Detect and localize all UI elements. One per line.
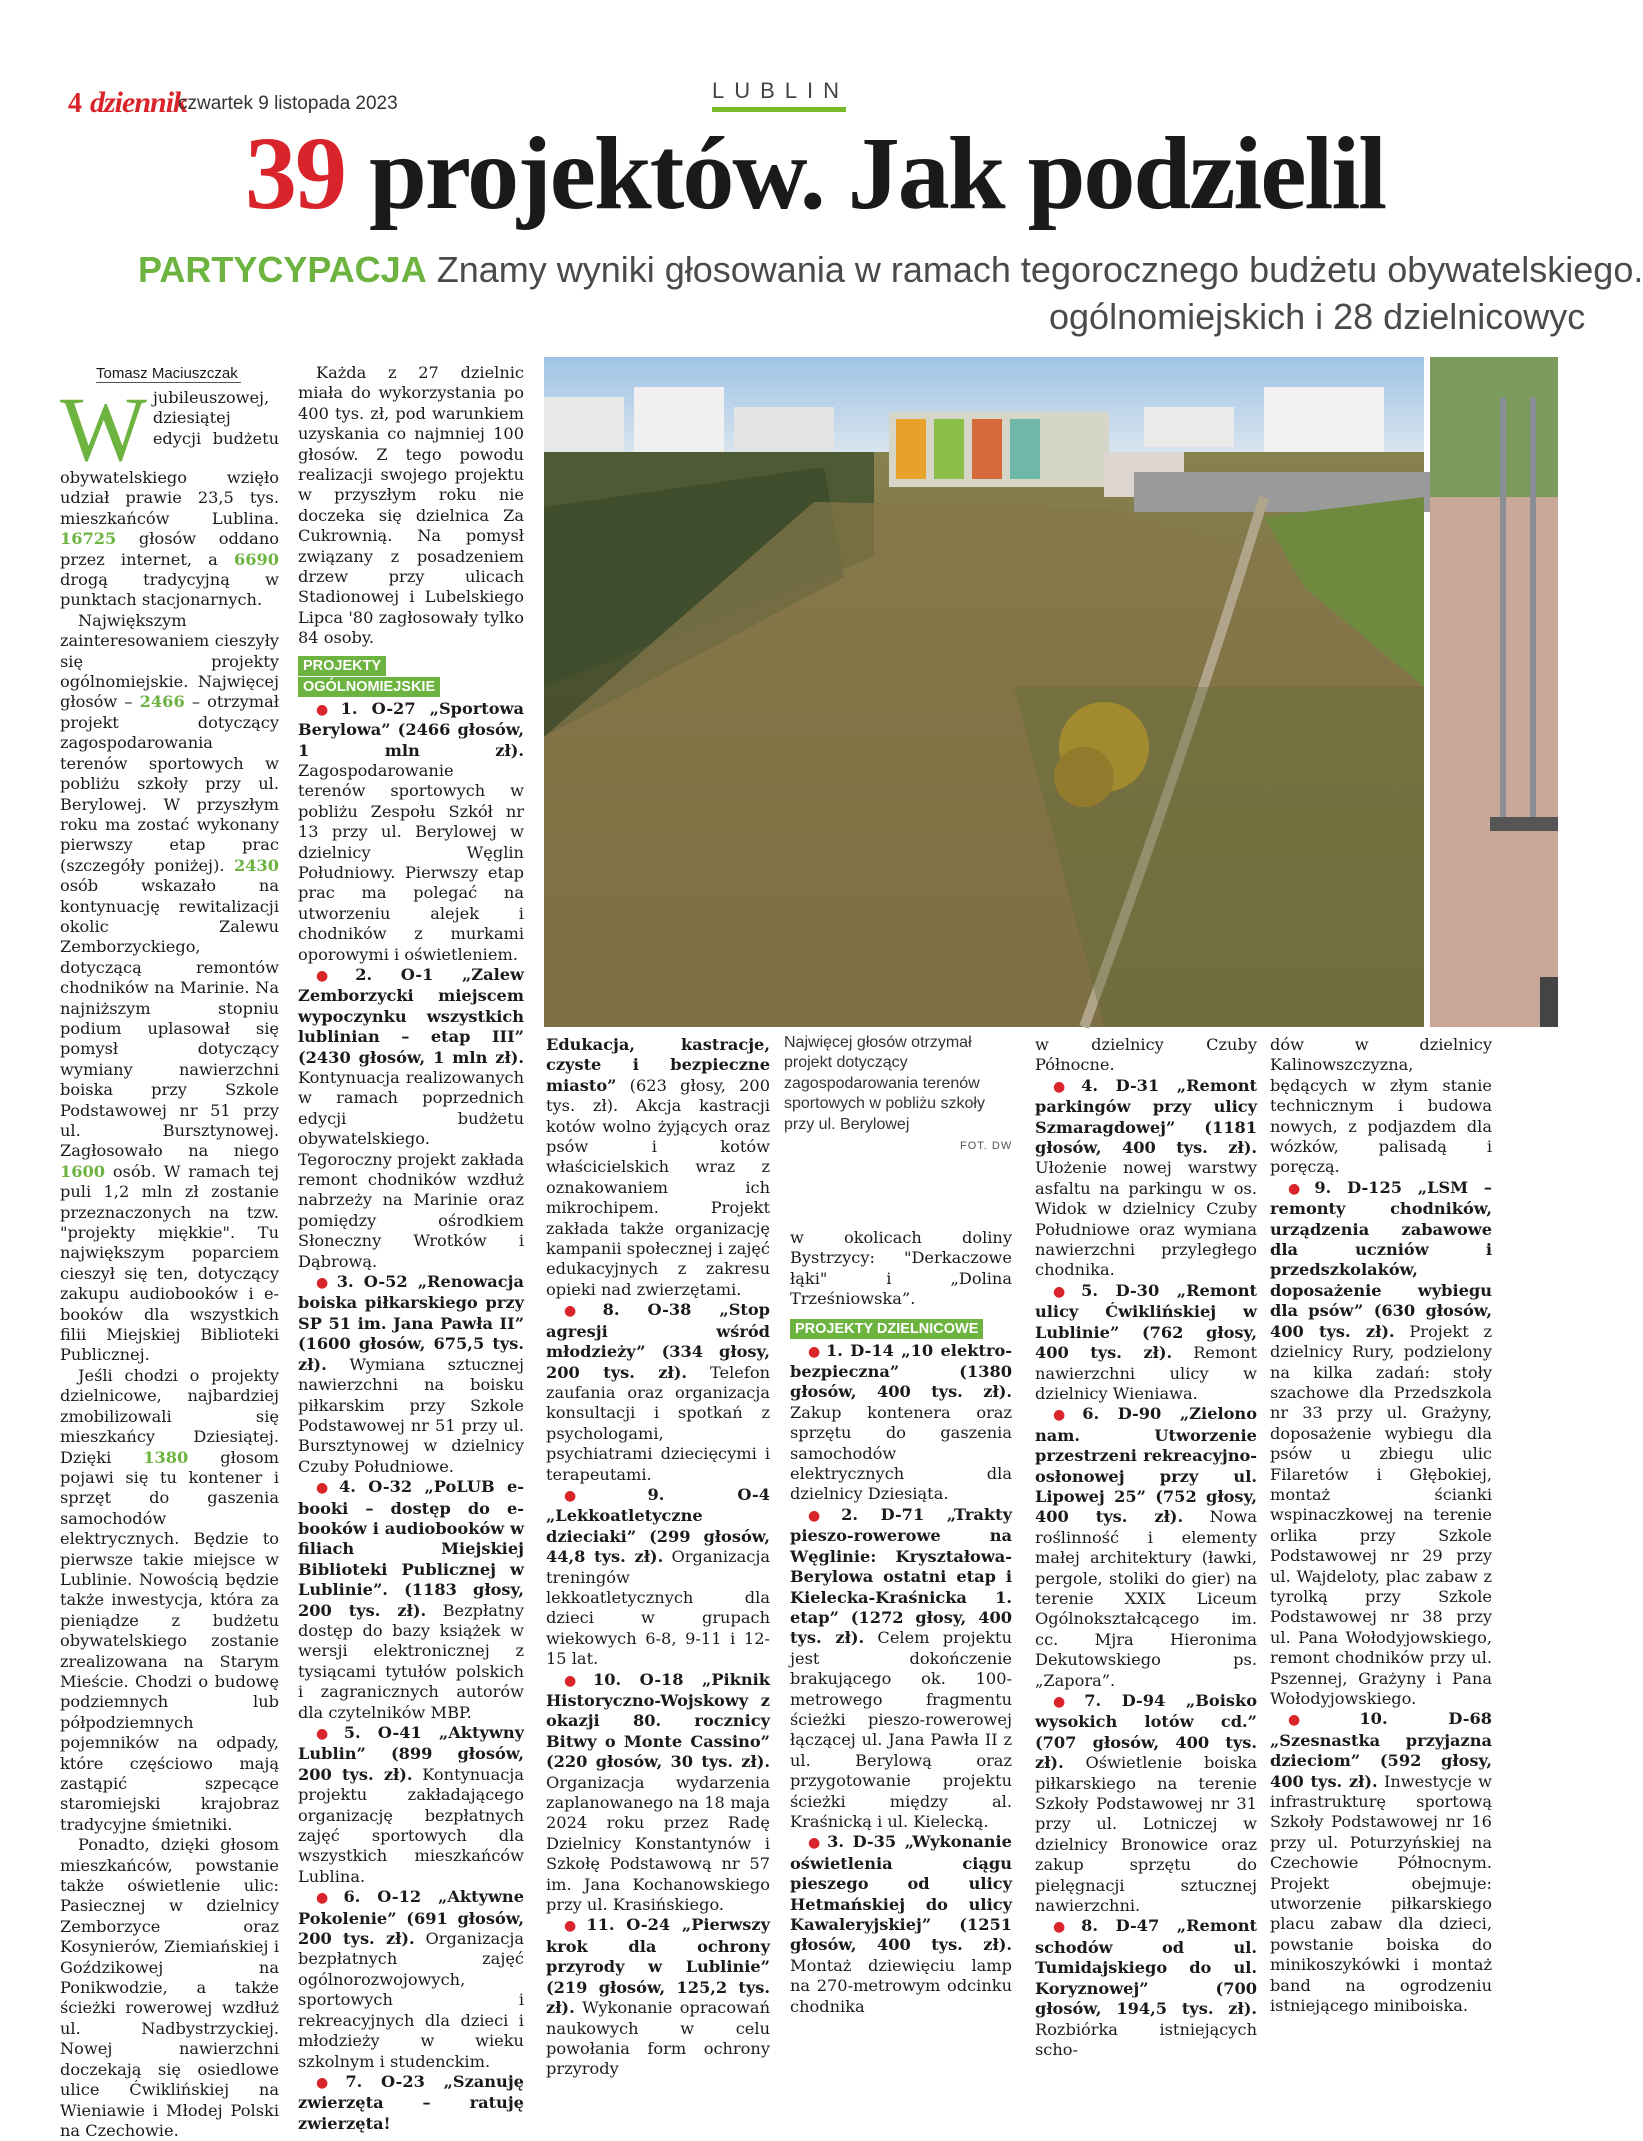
project-item bbox=[546, 1035, 770, 1300]
headline-text: projektów. Jak podzielil bbox=[345, 116, 1386, 231]
item-text: Nowa roślinność i elementy małej architektury (ławki, pergole, stoliki do gier) na terenie XXIX Liceum Ogólnokształcącego im. cc. Mjra Hieronima Dekutowskiego ps. „Zapora”. bbox=[1035, 1507, 1257, 1690]
project-item bbox=[546, 1915, 770, 2079]
section-tag: PROJEKTY DZIELNICOWE bbox=[790, 1319, 983, 1339]
item-text: Zakup kontenera oraz sprzętu do gaszenia samochodów elektrycznych dla dzielnicy Dziesiąta. bbox=[790, 1402, 1012, 1504]
author-byline: Tomasz Maciuszczak bbox=[96, 365, 241, 383]
bullet-icon: ● bbox=[1288, 1712, 1356, 1729]
project-item bbox=[1035, 1404, 1257, 1691]
item-title: 11. O-24 „Pierwszy krok dla ochrony przyrody w Lublinie” (219 głosów, 125,2 tys. zł). bbox=[546, 1915, 771, 2018]
project-item bbox=[298, 1887, 524, 2072]
item-title: 3. O-52 „Renowacja boiska piłkarskiego przy SP 51 im. Jana Pawła II” (1600 głosów, 675,5 tys. zł). bbox=[298, 1272, 524, 1374]
project-item bbox=[298, 1272, 524, 1477]
project-item bbox=[790, 1341, 1012, 1505]
stat-number: 2466 bbox=[139, 692, 185, 712]
text-run: Największym zainteresowaniem cieszyły się projekty ogólnomiejskie. Najwięcej głosów – bbox=[60, 610, 279, 712]
item-text: Projekt z dzielnicy Rury, podzielony na kilka zadań: stoły szachowe dla Przedszkola nr 33 przy ul. Grażyny, doposażenie wybiegu dla psów u zbiegu ulic Filaretów i Głębokiej, montaż ścianki wspinaczkowej na terenie orlika przy Szkole Podstawowej nr 29 przy ul. Wajdeloty, plac zabaw z tyrolką przy Szkole Podstawowej nr 38 przy ul. Pana Wołodyjowskiego, remont chodników przy ul. Pszennej, Grażyny i Pana Wołodyjowskiego. bbox=[1270, 1321, 1492, 1708]
column-3 bbox=[546, 1035, 771, 2079]
project-item bbox=[298, 965, 524, 1272]
item-title: 2. D-71 „Trakty pieszo-rowerowe na Węglinie: Kryształowa-Berylowa ostatni etap i Kielecka-Kraśnicka 1. etap” (1272 głosy, 400 tys. zł). bbox=[790, 1504, 1012, 1648]
bullet-icon: ● bbox=[564, 1918, 583, 1935]
bullet-icon: ● bbox=[316, 1890, 340, 1907]
item-text: Telefon zaufania oraz organizacja konsultacji i spotkań z psychologami, psychiatrami dziecięcymi i terapeutami. bbox=[546, 1362, 770, 1484]
headline-number: 39 bbox=[245, 116, 345, 231]
project-item bbox=[298, 2072, 524, 2134]
paragraph: Ponadto, dzięki głosom mieszkańców, powstanie także oświetlenie ulic: Pasiecznej w dzielnicy Zemborzyce oraz Kosynierów, Ziemiańskiej i Goździkowej na Ponikwodzie, a także ścieżki rowerowej wzdłuż ul. Nadbystrzyckiej. Nowej nawierzchni doczekają się osiedlowe ulice Ćwiklińskiej na Wieniawie i Młodej Polski na Czechowie. bbox=[60, 1835, 279, 2140]
bullet-icon: ● bbox=[564, 1487, 644, 1504]
item-text: Organizacja bezpłatnych zajęć ogólnorozwojowych, sportowych i rekreacyjnych dla dzieci i młodzieży w wieku szkolnym i studenckim. bbox=[298, 1929, 524, 2071]
project-item bbox=[1270, 1178, 1492, 1710]
column-2 bbox=[298, 363, 525, 2133]
text-run: drogą tradycyjną w punktach stacjonarnych. bbox=[60, 570, 279, 610]
text-run: jubileuszowej, dziesiątej edycji budżetu obywatelskiego wzięło udział prawie 23,5 tys. mieszkańców Lublina. bbox=[60, 388, 279, 528]
bullet-icon: ● bbox=[1053, 1283, 1078, 1300]
project-item bbox=[790, 1832, 1012, 2017]
bullet-icon: ● bbox=[316, 1275, 333, 1292]
project-item bbox=[298, 1723, 524, 1887]
item-title: 8. O-38 „Stop agresji wśród młodzieży” (334 głosy, 200 tys. zł). bbox=[546, 1300, 770, 1382]
bullet-icon: ● bbox=[1053, 1919, 1078, 1936]
item-title: 1. O-27 „Sportowa Berylowa” (2466 głosów, 1 mln zł). bbox=[298, 698, 525, 760]
item-text: Oświetlenie boiska piłkarskiego na terenie Szkoły Podstawowej nr 31 przy ul. Lotniczej w dzielnicy Bronowice oraz zakup sprzętu do pielęgnacji sztucznej nawierzchni. bbox=[1035, 1753, 1257, 1916]
text-run: osób wskazało na kontynuację rewitalizacji okolic Zalewu Zemborzyckiego, dotyczącą remontów chodników na Marinie. Na najniższym stopniu podium uplasował się pomysł dotyczący wymiany nawierzchni boiska przy Szkole Podstawowej nr 51 przy ul. Bursztynowej. Zagłosowało na niego bbox=[60, 876, 279, 1161]
aerial-photo-image bbox=[544, 357, 1424, 1027]
item-title: 8. D-47 „Remont schodów od ul. Tumidajskiego do ul. Koryznowej” (700 głosów, 194,5 tys. zł). bbox=[1035, 1916, 1257, 2019]
dropcap: W bbox=[60, 378, 147, 480]
section-name: LUBLIN bbox=[712, 78, 850, 103]
deck-kicker: PARTYCYPACJA bbox=[138, 249, 427, 290]
project-item bbox=[1035, 1281, 1257, 1404]
lead-paragraph bbox=[60, 378, 279, 611]
bullet-icon: ● bbox=[316, 1480, 335, 1497]
bullet-icon: ● bbox=[1288, 1180, 1311, 1197]
item-title: 2. O-1 „Zalew Zemborzycki miejscem wypoczynku wszystkich lublinian – etap III” (2430 głosów, 1 mln zł). bbox=[298, 964, 524, 1067]
item-text: Kontynuacja projektu zakładającego organizację bezpłatnych zajęć sportowych dla wszystkich mieszkańców Lublina. bbox=[298, 1764, 524, 1886]
text-run: głosom pojawi się tu kontener i sprzęt do gaszenia samochodów elektrycznych. Będzie to pierwsze takie miejsce w Lublinie. Nowością będzie także inwestycja, która za pieniądze z budżetu obywatelskiego zostanie zrealizowana na Starym Mieście. Chodzi o budowę podziemnych lub półpodziemnych pojemników na odpady, które częściowo mają zastąpić szpecące staromiejski krajobraz tradycyjne śmietniki. bbox=[60, 1447, 279, 1834]
page-number: 4 bbox=[68, 88, 82, 119]
project-item bbox=[298, 699, 524, 965]
item-text: Zagospodarowanie terenów sportowych w pobliżu Zespołu Szkół nr 13 przy ul. Berylowej w dzielnicy Węglin Południowy. Pierwszy etap prac ma polegać na utworzeniu alejek i chodników z murkami oporowymi i oświetleniem. bbox=[298, 760, 524, 964]
deck-text-1: Znamy wyniki głosowania w ramach tegorocznego budżetu obywatelskiego. bbox=[426, 249, 1643, 290]
item-text: Wymiana sztucznej nawierzchni na boisku piłkarskim przy Szkole Podstawowej nr 51 przy ul. Bursztynowej w dzielnicy Czuby Południowe. bbox=[298, 1354, 524, 1476]
deck-line-2: ogólnomiejskich i 28 dzielnicowyc bbox=[1049, 296, 1586, 337]
text-run: Jeśli chodzi o projekty dzielnicowe, najbardziej zmobilizowali się mieszkańcy Dziesiątej. Dzięki bbox=[60, 1365, 279, 1467]
item-title: 5. O-41 „Aktywny Lublin” (899 głosów, 200 tys. zł). bbox=[298, 1723, 524, 1784]
bullet-icon: ● bbox=[1053, 1407, 1079, 1424]
item-text: Kontynuacja realizowanych w ramach poprzednich edycji budżetu obywatelskiego. Tegoroczny projekt zakłada remont chodników wzdłuż nabrzeży na Marinie oraz pomiędzy ośrodkiem Słoneczny Wrotków i Dąbrową. bbox=[298, 1068, 524, 1271]
project-item bbox=[546, 1485, 770, 1670]
bullet-icon: ● bbox=[316, 701, 337, 718]
tag-block bbox=[298, 655, 524, 697]
bullet-icon: ● bbox=[808, 1507, 838, 1524]
stat-number: 16725 bbox=[60, 529, 117, 549]
section-tag: PROJEKTY bbox=[298, 656, 386, 676]
text-run: głosów oddano przez internet, a bbox=[60, 529, 279, 569]
paragraph bbox=[60, 611, 279, 1366]
item-title: 5. D-30 „Remont ulicy Ćwiklińskiej w Lublinie” (762 głosy, 400 tys. zł). bbox=[1035, 1280, 1257, 1363]
item-text: Ułożenie nowej warstwy asfaltu na parkingu w os. Widok w dzielnicy Czuby Południowe oraz wymiana nawierzchni przyległego chodnika. bbox=[1035, 1158, 1257, 1280]
item-text: Organizacja treningów lekkoatletycznych dla dzieci w grupach wiekowych 6-8, 9-11 i 12-15 lat. bbox=[546, 1547, 771, 1669]
stat-number: 6690 bbox=[233, 549, 279, 569]
item-title: 1. D-14 „10 elektro-bezpieczna” (1380 głosów, 400 tys. zł). bbox=[790, 1340, 1012, 1402]
item-text: Montaż dziewięciu lamp na 270-metrowym odcinku chodnika bbox=[790, 1955, 1012, 2016]
item-title: 10. D-68 „Szesnastka przyjazna dzieciom” (592 głosy, 400 tys. zł). bbox=[1270, 1709, 1492, 1791]
photo-credit: FOT. DW bbox=[960, 1140, 1013, 1152]
item-title: 7. D-94 „Boisko wysokich lotów cd.” (707 głosów, 400 tys. zł). bbox=[1035, 1691, 1257, 1773]
bullet-icon: ● bbox=[316, 1726, 340, 1742]
item-text: (623 głosy, 200 tys. zł). Akcja kastracji kotów wolno żyjących oraz psów i kotów właścicielskich wraz z oznakowaniem ich mikrochipem. Projekt zakłada także organizację kampanii społecznej i zajęć edukacyjnych z zakresu opieki nad zwierzętami. bbox=[546, 1075, 770, 1299]
item-title: 7. O-23 „Szanuję zwierzęta – ratuję zwierzęta! bbox=[298, 2071, 524, 2133]
item-title: 4. D-31 „Remont parkingów przy ulicy Szmaragdowej” (1181 głosów, 400 tys. zł). bbox=[1035, 1075, 1257, 1158]
item-title: 6. O-12 „Aktywne Pokolenie” (691 głosów, 200 tys. zł). bbox=[298, 1887, 524, 1949]
column-4 bbox=[790, 1228, 1012, 2016]
item-title: 9. D-125 „LSM – remonty chodników, urządzenia zabawowe dla uczniów i przedszkolaków, doposażenie wybiegu dla psów” (630 głosów, 400 tys. zł). bbox=[1270, 1177, 1492, 1341]
bullet-icon: ● bbox=[564, 1303, 599, 1320]
photo-caption: Najwięcej głosów otrzymał projekt dotyczący zagospodarowania terenów sportowych w pobliżu szkoły przy ul. Berylowej bbox=[784, 1034, 985, 1133]
item-text: Wykonanie opracowań naukowych w celu powołania form ochrony przyrody bbox=[546, 1998, 770, 2079]
issue-date: czwartek 9 listopada 2023 bbox=[178, 93, 398, 114]
item-text: Rozbiórka istniejących scho- bbox=[1035, 2019, 1257, 2059]
section-tag: OGÓLNOMIEJSKIE bbox=[298, 677, 440, 697]
item-title: 10. O-18 „Piknik Historyczno-Wojskowy z okazji 80. rocznicy Bitwy o Monte Cassino” (220 głosów, 30 tys. zł). bbox=[546, 1669, 771, 1772]
project-item bbox=[1270, 1709, 1492, 2016]
column-6 bbox=[1270, 1035, 1492, 2016]
item-text: Organizacja wydarzenia zaplanowanego na 18 maja 2024 roku przez Radę Dzielnicy Konstantynów i Szkołę Podstawową nr 57 im. Jana Kochanowskiego przy ul. Krasińskiego. bbox=[546, 1772, 770, 1915]
stat-number: 1600 bbox=[60, 1161, 106, 1181]
project-item bbox=[1035, 1076, 1257, 1281]
side-photo bbox=[1430, 357, 1558, 1027]
headline bbox=[245, 116, 1386, 231]
newspaper-logo: dziennik bbox=[90, 86, 188, 119]
section-underline bbox=[712, 107, 846, 112]
bullet-icon: ● bbox=[1053, 1694, 1081, 1710]
paragraph: w okolicach doliny Bystrzycy: "Derkaczowe łąki" i „Dolina Trześniowska”. bbox=[790, 1228, 1012, 1309]
item-text: Inwestycje w infrastrukturę sportową Szkoły Podstawowej nr 16 przy ul. Poturzyńskiej na Czechowie Północnym. Projekt obejmuje: utworzenie piłkarskiego placu zabaw dla dzieci, powstanie boiska do minikoszykówki i montaż band na ogrodzeniu istniejącego miniboiska. bbox=[1270, 1771, 1492, 2016]
tag-block bbox=[790, 1318, 1012, 1339]
column-1 bbox=[60, 378, 280, 2140]
bullet-icon: ● bbox=[1053, 1078, 1078, 1095]
project-item bbox=[546, 1670, 770, 1916]
text-run: – otrzymał projekt dotyczący zagospodarowania terenów sportowych w pobliżu szkoły przy ul. Berylowej. W przyszłym roku ma zostać wykonany pierwszy etap prac (szczegóły poniżej). bbox=[60, 692, 280, 875]
paragraph: w dzielnicy Czuby Północne. bbox=[1035, 1035, 1257, 1075]
stat-number: 1380 bbox=[143, 1447, 189, 1467]
item-title: 6. D-90 „Zielono nam. Utworzenie przestrzeni rekreacyjno-osłonowej przy ul. Lipowej 25” (752 głosy, 400 tys. zł). bbox=[1035, 1404, 1258, 1527]
deck-line-1 bbox=[138, 248, 1643, 291]
project-item bbox=[298, 1477, 524, 1723]
project-item bbox=[790, 1505, 1012, 1833]
item-title: 3. D-35 „Wykonanie oświetlenia ciągu pieszego od ulicy Hetmańskiej do ulicy Kawaleryjskiej” (1251 głosów, 400 tys. zł). bbox=[790, 1832, 1012, 1955]
bullet-icon: ● bbox=[316, 967, 352, 984]
project-item bbox=[1035, 1691, 1257, 1916]
aerial-photo bbox=[544, 357, 1424, 1027]
paragraph bbox=[60, 1366, 279, 1835]
item-title: 4. O-32 „PoLUB e-booki – dostęp do e-booków i audiobooków w filiach Miejskiej Biblioteki Publicznej w Lublinie”. (1183 głosy, 200 tys. zł). bbox=[298, 1477, 524, 1620]
side-photo-image bbox=[1430, 357, 1558, 1027]
item-title: Edukacja, kastracje, czyste i bezpieczne miasto” bbox=[546, 1035, 770, 1095]
project-item bbox=[546, 1300, 770, 1485]
bullet-icon: ● bbox=[808, 1835, 824, 1852]
item-text: Remont nawierzchni ulicy w dzielnicy Wieniawa. bbox=[1035, 1343, 1257, 1403]
bullet-icon: ● bbox=[808, 1343, 822, 1360]
bullet-icon: ● bbox=[564, 1672, 590, 1689]
item-text: Bezpłatny dostęp do bazy książek w wersji elektronicznej z tysiącami tytułów polskich i zagranicznych autorów dla czytelników MBP. bbox=[298, 1600, 524, 1722]
paragraph: Każda z 27 dzielnic miała do wykorzystania po 400 tys. zł, pod warunkiem uzyskania co najmniej 100 głosów. Z tego powodu realizacji swojego projektu w przyszłym roku nie doczeka się dzielnica Za Cukrownią. Na pomysł związany z posadzeniem drzew przy ulicach Stadionowej i Lubelskiego Lipca '80 zagłosowały tylko 84 osoby. bbox=[298, 363, 524, 648]
paragraph: dów w dzielnicy Kalinowszczyzna, będących w złym stanie technicznym i budowa nowych, z podjazdem dla wózków, palisadą i poręczą. bbox=[1270, 1035, 1492, 1177]
item-text: Celem projektu jest dokończenie brakującego ok. 100-metrowego fragmentu ścieżki pieszo-rowerowej łączącej ul. Jana Pawła II z ul. Berylową oraz przygotowanie projektu ścieżki między al. Kraśnicką i ul. Kielecką. bbox=[790, 1628, 1012, 1831]
stat-number: 2430 bbox=[233, 855, 279, 875]
text-run: osób. W ramach tej puli 1,2 mln zł zostanie przeznaczonych na tzw. "projekty miękkie". Tu największym poparciem cieszył się ten, dotyczący zakupu audiobooków i e-booków dla wszystkich filii Miejskiej Biblioteki Publicznej. bbox=[60, 1161, 279, 1365]
column-5 bbox=[1035, 1035, 1258, 2059]
project-item bbox=[1035, 1916, 1257, 2060]
item-title: 9. O-4 „Lekkoatletyczne dzieciaki” (299 głosów, 44,8 tys. zł). bbox=[546, 1484, 770, 1567]
bullet-icon: ● bbox=[316, 2074, 342, 2091]
